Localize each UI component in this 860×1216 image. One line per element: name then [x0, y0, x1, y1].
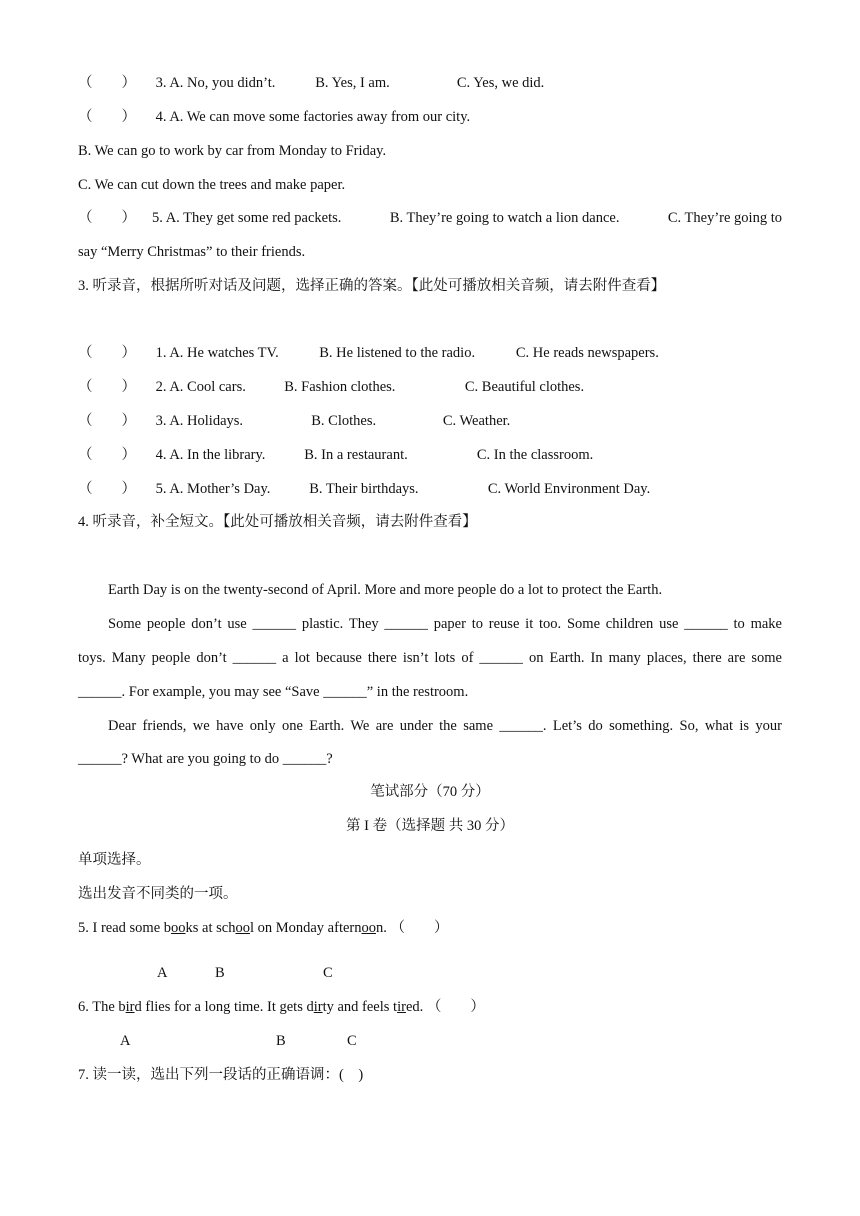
label-b: B: [276, 1033, 286, 1049]
option-a: 4. A. We can move some factories away from our city.: [155, 109, 471, 125]
instruction: 选出发音不同类的一项。: [78, 886, 238, 902]
option-a: 3. A. Holidays.: [155, 413, 244, 429]
option-a: 5. A. Mother’s Day.: [155, 481, 271, 497]
passage-line: toys. Many people don’t ______ a lot because there isn’t lots of ______ on Earth. In many places, there are some: [78, 650, 782, 666]
section-title: 4. 听录音，补全短文。【此处可播放相关音频，请去附件查看】: [78, 514, 477, 530]
answer-paren: （ ）: [78, 345, 136, 361]
answer-paren: （ ）: [78, 75, 136, 91]
passage-line: Some people don’t use ______ plastic. They ______ paper to reuse it too. Some children use ______ to make: [108, 616, 782, 632]
option-c: C. Beautiful clothes.: [464, 379, 585, 395]
option-c: C. In the classroom.: [476, 447, 594, 463]
option-b: B. Yes, I am.: [315, 75, 390, 91]
option-c: C. He reads newspapers.: [515, 345, 659, 361]
section-title: 3. 听录音，根据所听对话及问题，选择正确的答案。【此处可播放相关音频，请去附件查看】: [78, 278, 666, 294]
question-row: [78, 411, 510, 431]
answer-paren: （ ）: [78, 109, 136, 125]
underlined-sound: ir: [397, 999, 406, 1015]
section-subheading: 第 I 卷（选择题 共 30 分）: [346, 818, 514, 834]
option-a: 1. A. He watches TV.: [155, 345, 279, 361]
option-b: B. They’re going to watch a lion dance.: [389, 210, 620, 226]
question-row: [78, 343, 659, 363]
option-c: C. They’re going to: [667, 210, 782, 226]
option-b: B. Clothes.: [311, 413, 377, 429]
passage-line: Dear friends, we have only one Earth. We are under the same ______. Let’s do something. So, what is your: [108, 718, 782, 734]
option-c-continued: say “Merry Christmas” to their friends.: [78, 244, 306, 260]
option-a: 4. A. In the library.: [155, 447, 266, 463]
underlined-sound: ir: [125, 999, 135, 1015]
option-c: C. Weather.: [442, 413, 511, 429]
option-b: B. Fashion clothes.: [284, 379, 396, 395]
section-heading: 笔试部分（70 分）: [370, 784, 490, 800]
passage-line: ______. For example, you may see “Save ______” in the restroom.: [78, 684, 469, 700]
answer-paren: （ ）: [78, 413, 136, 429]
option-b: B. He listened to the radio.: [319, 345, 476, 361]
answer-paren: （ ）: [78, 447, 136, 463]
option-c: C. Yes, we did.: [456, 75, 545, 91]
option-c: C. We can cut down the trees and make paper.: [78, 177, 346, 193]
option-b: B. Their birthdays.: [309, 481, 419, 497]
label-b: B: [215, 965, 225, 981]
option-b: B. We can go to work by car from Monday to Friday.: [78, 143, 387, 159]
option-c: C. World Environment Day.: [487, 481, 651, 497]
underlined-sound: oo: [235, 920, 250, 936]
answer-paren: （ ）: [78, 481, 136, 497]
question-5: 5. I read some books at school on Monday afternoon. （ ）: [78, 920, 449, 936]
question-6: 6. The bird flies for a long time. It gets dirty and feels tired. （ ）: [78, 999, 485, 1015]
passage-line: ______? What are you going to do ______?: [78, 751, 333, 767]
label-a: A: [157, 965, 168, 981]
underlined-sound: oo: [361, 920, 376, 936]
question-row: [78, 107, 470, 127]
option-b: B. In a restaurant.: [304, 447, 408, 463]
label-c: C: [323, 965, 333, 981]
option-a: 5. A. They get some red packets.: [152, 210, 342, 226]
label-c: C: [347, 1033, 357, 1049]
label-a: A: [120, 1033, 131, 1049]
question-row: [78, 73, 544, 93]
option-a: 2. A. Cool cars.: [155, 379, 246, 395]
passage-line: Earth Day is on the twenty-second of April. More and more people do a lot to protect the Earth.: [108, 582, 663, 598]
question-row: [78, 208, 782, 228]
option-a: 3. A. No, you didn’t.: [155, 75, 276, 91]
underlined-sound: oo: [171, 920, 186, 936]
question-row: [78, 445, 593, 465]
question-7: 7. 读一读，选出下列一段话的正确语调：( ): [78, 1067, 364, 1083]
answer-paren: （ ）: [78, 379, 136, 395]
question-row: [78, 377, 584, 397]
instruction: 单项选择。: [78, 852, 151, 868]
underlined-sound: ir: [313, 999, 323, 1015]
answer-paren: （ ）: [78, 210, 136, 226]
question-row: [78, 479, 650, 499]
